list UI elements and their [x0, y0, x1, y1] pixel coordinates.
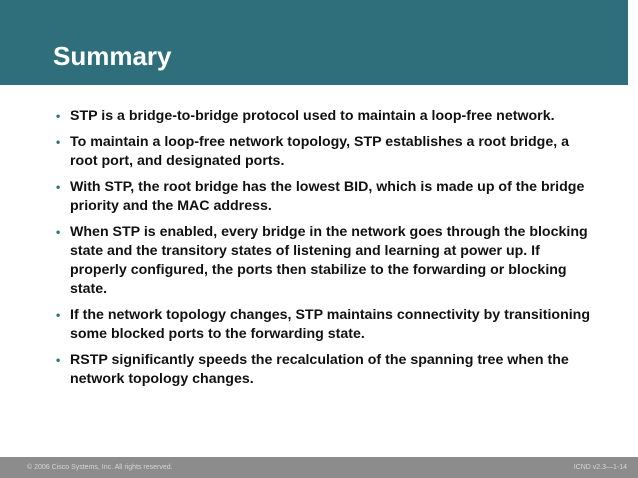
footer-course-code: ICND v2.3—1-14 — [573, 464, 627, 471]
bullet-item — [54, 306, 594, 344]
bullet-item — [54, 351, 594, 389]
bullet-item — [54, 133, 594, 171]
slide-title: Summary — [53, 41, 172, 71]
bullet-dot-icon: • — [56, 353, 61, 367]
bullet-text: If the network topology changes, STP maintains connectivity by transitioning some blocked ports to the forwarding state. — [70, 307, 591, 342]
bullet-dot-icon: • — [56, 225, 61, 239]
title-bar-accent — [628, 0, 638, 85]
bullet-list — [54, 107, 594, 396]
bullet-item — [54, 107, 594, 126]
bullet-dot-icon: • — [56, 308, 61, 322]
bullet-dot-icon: • — [56, 135, 61, 149]
bullet-text: RSTP significantly speeds the recalculation of the spanning tree when the network topology changes. — [70, 352, 569, 387]
footer-copyright: © 2006 Cisco Systems, Inc. All rights reserved. — [27, 464, 173, 471]
bullet-item — [54, 178, 594, 216]
title-bar — [0, 0, 638, 85]
bullet-dot-icon: • — [56, 180, 61, 194]
bullet-item — [54, 223, 594, 299]
bullet-dot-icon: • — [56, 109, 61, 123]
bullet-text: STP is a bridge-to-bridge protocol used to maintain a loop-free network. — [70, 108, 555, 124]
footer-bar — [0, 457, 638, 478]
bullet-text: When STP is enabled, every bridge in the network goes through the blocking state and the transitory states of listening and learning at power up. If properly configured, the ports then stabilize to the forwarding or blocking state. — [70, 224, 588, 297]
bullet-text: With STP, the root bridge has the lowest BID, which is made up of the bridge priority and the MAC address. — [70, 179, 585, 214]
bullet-text: To maintain a loop-free network topology, STP establishes a root bridge, a root port, and designated ports. — [70, 134, 569, 169]
